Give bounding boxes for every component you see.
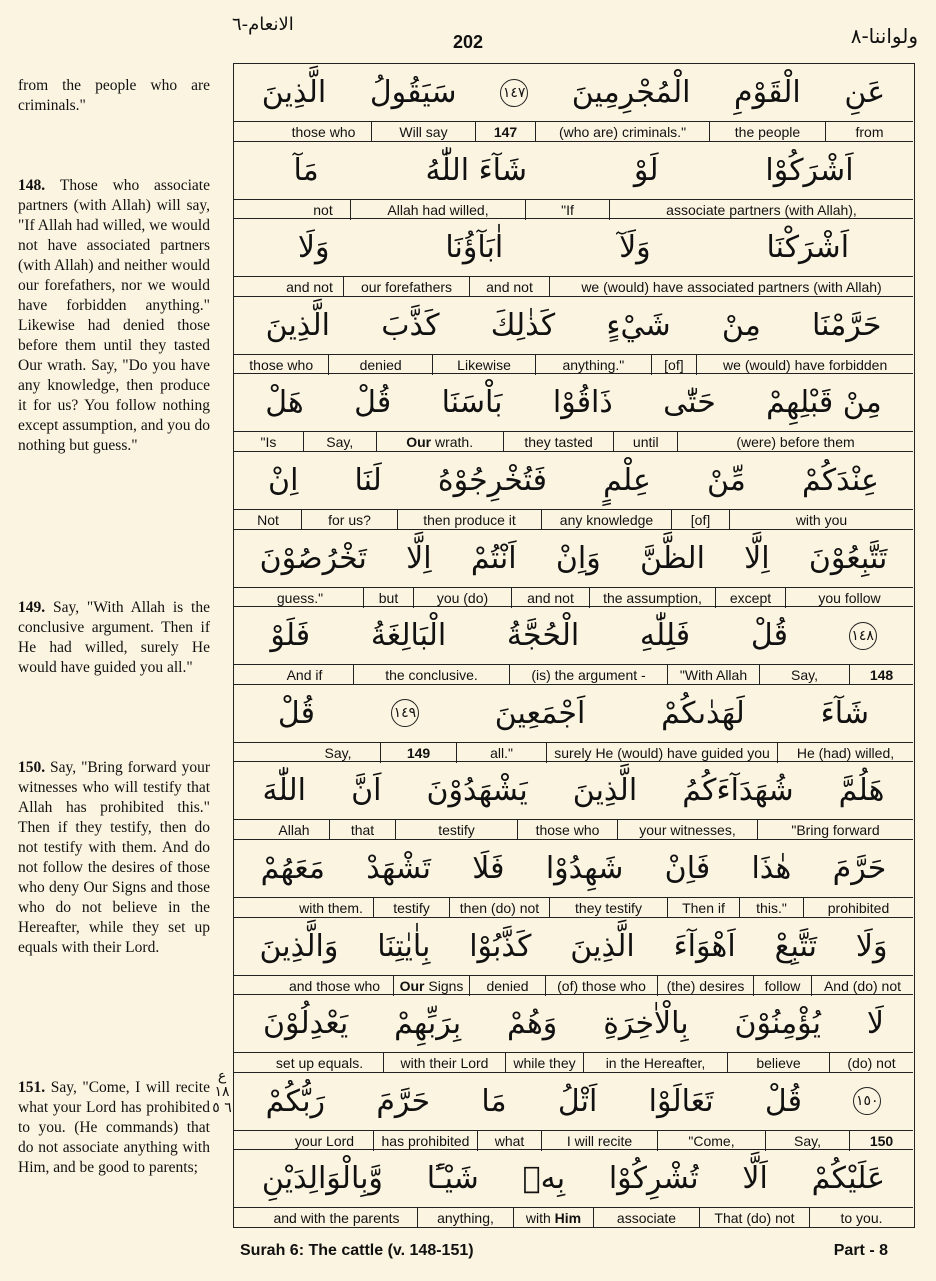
- arabic-word: شَهِدُوْا: [545, 851, 624, 886]
- arabic-word: وَلَآ: [619, 230, 651, 266]
- arabic-word: تُشْرِكُوْا: [608, 1161, 699, 1197]
- gloss-cell: they tasted: [503, 432, 614, 452]
- gloss-cell: Say,: [324, 744, 352, 761]
- gloss-cell: has prohibited: [373, 1131, 477, 1151]
- arabic-word: اَنَّ: [351, 773, 382, 809]
- gloss-cell: what: [477, 1131, 541, 1151]
- gloss-cell: Say,: [759, 665, 849, 685]
- arabic-word: فَلِلّٰهِ: [639, 618, 691, 654]
- arabic-word: الَّذِينَ: [265, 307, 331, 343]
- arabic-line: [234, 142, 913, 199]
- verse-row: [234, 374, 913, 452]
- arabic-word: قُلْ: [277, 695, 315, 731]
- arabic-word: كَذَّبَ: [381, 307, 440, 343]
- arabic-word: اَلَّا: [742, 1161, 768, 1197]
- gloss-cell: follow: [753, 976, 811, 996]
- arabic-word: شَآءَ اللّٰهُ: [425, 152, 527, 188]
- arabic-word: اَجْمَعِينَ: [494, 695, 586, 731]
- translation-paragraph: [18, 1078, 210, 1178]
- gloss-cell: except: [715, 588, 785, 608]
- ayah-number-marker: ١٤٩: [391, 699, 419, 727]
- arabic-line: [234, 219, 913, 276]
- arabic-word: حَرَّمَ: [376, 1083, 431, 1119]
- arabic-word: لَوْ: [633, 152, 659, 188]
- arabic-word: رَبُّكُمْ: [265, 1083, 326, 1119]
- arabic-word: يَعْدِلُوْنَ: [262, 1006, 349, 1042]
- gloss-cell: and those who: [288, 977, 381, 994]
- arabic-line: [234, 374, 913, 431]
- gloss-cell: Will say: [371, 122, 475, 142]
- arabic-word: وَلَا: [855, 928, 888, 964]
- gloss-cell: "Bring forward: [757, 820, 913, 840]
- translation-text: Say, "Bring forward your witnesses who will testify that Allah has prohibited this." Then if they testify, then do not testify with them. And do not follow the desires of those who deny Our Signs and those who do not believe in the Hereafter, while they set up equals with their Lord.: [18, 759, 210, 956]
- english-gloss-line: [234, 819, 913, 840]
- english-gloss-line: [234, 897, 913, 918]
- gloss-cell: those who: [249, 356, 314, 373]
- arabic-word: اَشْرَكُوْا: [765, 152, 854, 188]
- arabic-word: الْمُجْرِمِينَ: [571, 75, 691, 110]
- english-gloss-line: [234, 276, 913, 297]
- gloss-cell: not: [313, 201, 333, 218]
- english-gloss-line: [234, 1130, 913, 1151]
- gloss-cell: you follow: [785, 588, 913, 608]
- gloss-cell: [of]: [651, 355, 697, 375]
- english-gloss-line: [234, 431, 913, 452]
- verse-row: [234, 607, 913, 685]
- english-gloss-line: [234, 742, 913, 763]
- gloss-cell: this.": [739, 898, 803, 918]
- gloss-cell: from: [825, 122, 913, 142]
- gloss-cell: your witnesses,: [617, 820, 757, 840]
- verse-row: [234, 64, 913, 142]
- gloss-cell: Likewise: [432, 355, 535, 375]
- translation-text: Those who associate partners (with Allah) will say, "If Allah had willed, we would not have associated partners (with Allah) and neither would our forefathers, nor we would have forbidden anything." Likewise had denied those before them until they tasted Our wrath. Say, "Do you have any knowledge, then produce it for us? You follow nothing except assumption, and you do nothing but guess.": [18, 177, 210, 454]
- english-gloss-line: [234, 1052, 913, 1073]
- gloss-cell: that: [329, 820, 395, 840]
- arabic-word: كَذٰلِكَ: [490, 307, 556, 343]
- arabic-word: تَعَالَوْا: [648, 1083, 714, 1119]
- arabic-word: حَرَّمْنَا: [812, 307, 882, 343]
- verse-row: [234, 762, 913, 840]
- part-reference: ولواننا-٨: [850, 24, 918, 48]
- arabic-word: مِنْ قَبْلِهِمْ: [766, 385, 882, 421]
- ruku-marker: ع ١٨ ٦ ٥: [212, 1068, 232, 1116]
- gloss-cell: the people: [709, 122, 825, 142]
- ayah-number-marker: ١٤٧: [500, 79, 528, 107]
- gloss-cell: associate: [593, 1208, 699, 1228]
- gloss-cell: you (do): [413, 588, 511, 608]
- arabic-line: [234, 995, 913, 1052]
- arabic-word: قُلْ: [764, 1083, 802, 1119]
- gloss-cell: Say,: [765, 1131, 849, 1151]
- arabic-word: تَخْرُصُوْنَ: [259, 540, 367, 576]
- arabic-word: بِهٖ: [522, 1161, 566, 1197]
- gloss-cell: they testify: [549, 898, 667, 918]
- arabic-word: بَاْسَنَا: [441, 385, 503, 421]
- arabic-word: اَنْتُمْ: [470, 540, 517, 576]
- verse-row: [234, 452, 913, 530]
- arabic-word: لَنَا: [354, 463, 382, 498]
- arabic-word: قُلْ: [750, 618, 788, 654]
- gloss-cell: and with the parents: [273, 1210, 400, 1227]
- arabic-line: [234, 918, 913, 975]
- arabic-word: بِرَبِّهِمْ: [394, 1006, 462, 1042]
- translation-paragraph: [18, 758, 210, 958]
- gloss-cell: with Him: [513, 1208, 593, 1228]
- arabic-line: [234, 840, 913, 897]
- gloss-cell: those who: [517, 820, 617, 840]
- english-gloss-line: [234, 1207, 913, 1228]
- verse-number-cell: 148: [849, 665, 913, 685]
- gloss-cell: with their Lord: [383, 1053, 505, 1073]
- arabic-word: تَتَّبِعُوْنَ: [808, 540, 888, 576]
- gloss-cell: then produce it: [397, 510, 541, 530]
- translation-paragraph: [18, 598, 210, 678]
- ayah-number-marker: ١٥٠: [853, 1087, 881, 1115]
- word-by-word-grid: [233, 63, 915, 1228]
- arabic-word: ذَاقُوْا: [552, 385, 613, 421]
- arabic-word: وَاِنْ: [555, 540, 601, 576]
- gloss-cell: anything.": [535, 355, 650, 375]
- arabic-word: تَشْهَدْ: [366, 851, 431, 886]
- arabic-word: اَهْوَآءَ: [673, 928, 736, 964]
- gloss-cell: denied: [469, 976, 545, 996]
- gloss-cell: for us?: [301, 510, 397, 530]
- arabic-word: شُهَدَآءَكُمُ: [682, 773, 794, 809]
- gloss-cell: anything,: [417, 1208, 513, 1228]
- arabic-line: [234, 452, 913, 509]
- verse-number: 150.: [18, 759, 51, 776]
- gloss-cell: He (had) willed,: [777, 743, 913, 763]
- gloss-cell: Our Signs: [393, 976, 469, 996]
- gloss-cell: and not: [469, 277, 549, 297]
- gloss-cell: [of]: [671, 510, 729, 530]
- arabic-word: فَلَا: [472, 851, 505, 886]
- arabic-word: بِالْاٰخِرَةِ: [603, 1006, 689, 1042]
- gloss-cell: Our wrath.: [376, 432, 503, 452]
- arabic-word: لَهَدٰىكُمْ: [661, 695, 745, 731]
- arabic-word: الَّذِينَ: [572, 773, 638, 809]
- gloss-cell: Then if: [667, 898, 739, 918]
- arabic-word: الْبَالِغَةُ: [370, 618, 447, 654]
- arabic-word: عِلْمٍ: [603, 463, 651, 498]
- verse-row: [234, 142, 913, 220]
- verse-row: [234, 1150, 913, 1228]
- gloss-cell: the conclusive.: [353, 665, 509, 685]
- gloss-cell: with you: [729, 510, 913, 530]
- gloss-cell: (is) the argument -: [509, 665, 667, 685]
- gloss-cell: (the) desires: [657, 976, 753, 996]
- arabic-word: الَّذِينَ: [570, 928, 635, 964]
- verse-row: [234, 995, 913, 1073]
- arabic-word: فَتُخْرِجُوْهُ: [437, 463, 547, 498]
- arabic-word: هَلْ: [265, 385, 304, 421]
- arabic-word: الْقَوْمِ: [734, 75, 801, 110]
- translation-text: from the people who are criminals.": [18, 77, 210, 114]
- gloss-cell: and not: [511, 588, 589, 608]
- arabic-word: هَلُمَّ: [838, 773, 885, 809]
- arabic-word: فَاِنْ: [664, 851, 711, 886]
- arabic-line: [234, 1073, 913, 1130]
- english-gloss-line: [234, 121, 913, 142]
- arabic-word: تَتَّبِعْ: [774, 928, 817, 964]
- arabic-line: [234, 1150, 913, 1207]
- ayah-number-marker: ١٤٨: [849, 622, 877, 650]
- verse-row: [234, 918, 913, 996]
- arabic-word: اِنْ: [268, 463, 299, 498]
- verse-row: [234, 685, 913, 763]
- verse-row: [234, 219, 913, 297]
- arabic-line: [234, 297, 913, 354]
- gloss-cell: all.": [456, 743, 546, 763]
- arabic-word: وَّبِالْوَالِدَيْنِ: [261, 1161, 383, 1197]
- gloss-cell: any knowledge: [541, 510, 671, 530]
- english-gloss-line: [234, 199, 913, 220]
- arabic-word: يُؤْمِنُوْنَ: [734, 1006, 821, 1042]
- arabic-word: شَيْءٍ: [606, 307, 671, 343]
- verse-number-cell: 147: [475, 122, 535, 142]
- gloss-cell: (of) those who: [545, 976, 657, 996]
- english-gloss-line: [234, 587, 913, 608]
- english-gloss-line: [234, 975, 913, 996]
- arabic-word: اِلَّا: [406, 540, 432, 576]
- translation-paragraph: [18, 76, 210, 116]
- gloss-cell: (were) before them: [677, 432, 913, 452]
- verse-number-cell: 150: [849, 1131, 913, 1151]
- arabic-word: وَالَّذِينَ: [259, 928, 339, 964]
- gloss-cell: (who are) criminals.": [535, 122, 709, 142]
- verse-row: [234, 840, 913, 918]
- arabic-word: عَلَيْكُمْ: [811, 1161, 886, 1197]
- arabic-word: مَا: [481, 1083, 507, 1119]
- arabic-word: اَتْلُ: [557, 1083, 598, 1119]
- arabic-word: قُلْ: [354, 385, 392, 421]
- gloss-cell: those who: [291, 124, 356, 140]
- arabic-line: [234, 762, 913, 819]
- gloss-cell: we (would) have forbidden: [696, 355, 913, 375]
- gloss-cell: And if: [286, 667, 323, 684]
- gloss-cell: until: [613, 432, 677, 452]
- verse-row: [234, 1073, 913, 1151]
- gloss-cell: "With Allah: [667, 665, 759, 685]
- arabic-word: وَهُمْ: [507, 1006, 558, 1042]
- gloss-cell: "Is: [260, 434, 277, 451]
- arabic-word: مِّنْ: [706, 463, 746, 498]
- arabic-word: مِنْ: [721, 307, 761, 343]
- arabic-word: يَشْهَدُوْنَ: [426, 773, 528, 809]
- gloss-cell: "Come,: [657, 1131, 765, 1151]
- gloss-cell: testify: [395, 820, 517, 840]
- arabic-word: اٰبَآؤُنَا: [445, 230, 504, 266]
- verse-number-cell: 149: [380, 743, 456, 763]
- gloss-cell: guess.": [276, 589, 324, 606]
- gloss-cell: then (do) not: [449, 898, 549, 918]
- arabic-word: عَنِ: [844, 75, 886, 110]
- arabic-word: الظَّنَّ: [639, 540, 705, 576]
- arabic-word: الْحُجَّةُ: [506, 618, 580, 654]
- arabic-word: مَآ: [293, 152, 319, 188]
- arabic-word: فَلَوْ: [270, 618, 311, 654]
- gloss-cell: with them.: [299, 900, 363, 916]
- gloss-cell: prohibited: [803, 898, 913, 918]
- verse-number: 148.: [18, 177, 60, 194]
- gloss-cell: but: [363, 588, 413, 608]
- arabic-line: [234, 64, 913, 121]
- gloss-cell: we (would) have associated partners (with Allah): [549, 277, 913, 297]
- arabic-word: مَعَهُمْ: [260, 851, 325, 886]
- arabic-word: اللّٰهَ: [262, 773, 307, 809]
- arabic-word: الَّذِينَ: [261, 75, 327, 110]
- gloss-cell: Say,: [303, 432, 376, 452]
- verse-number: 149.: [18, 599, 53, 616]
- gloss-cell: surely He (would) have guided you: [546, 743, 777, 763]
- arabic-word: اَشْرَكْنَا: [766, 230, 850, 266]
- gloss-cell: our forefathers: [343, 277, 469, 297]
- translation-paragraph: [18, 176, 210, 456]
- arabic-word: شَآءَ: [820, 695, 870, 731]
- gloss-cell: Allah had willed,: [350, 200, 525, 220]
- gloss-cell: while they: [505, 1053, 583, 1073]
- arabic-word: حَتّٰى: [663, 385, 716, 421]
- arabic-word: اِلَّا: [744, 540, 770, 576]
- surah-reference: الانعام-٦: [232, 14, 294, 35]
- gloss-cell: and not: [286, 279, 333, 296]
- gloss-cell: set up equals.: [275, 1055, 364, 1072]
- gloss-cell: believe: [727, 1053, 829, 1073]
- arabic-word: حَرَّمَ: [832, 851, 887, 886]
- arabic-word: لَا: [866, 1006, 884, 1042]
- arabic-word: بِاٰيٰتِنَا: [377, 928, 431, 964]
- gloss-cell: testify: [373, 898, 449, 918]
- arabic-line: [234, 685, 913, 742]
- gloss-cell: associate partners (with Allah),: [609, 200, 913, 220]
- footer-part: Part - 8: [833, 1242, 888, 1259]
- verse-row: [234, 297, 913, 375]
- arabic-word: شَيْـًٔا: [426, 1161, 479, 1197]
- gloss-cell: Not: [257, 512, 279, 528]
- gloss-cell: "If: [525, 200, 609, 220]
- gloss-cell: I will recite: [541, 1131, 657, 1151]
- gloss-cell: Allah: [278, 822, 310, 839]
- english-gloss-line: [234, 664, 913, 685]
- english-gloss-line: [234, 354, 913, 375]
- arabic-word: سَيَقُولُ: [369, 75, 457, 110]
- footer-surah-info: Surah 6: The cattle (v. 148-151): [240, 1242, 474, 1259]
- gloss-cell: That (do) not: [699, 1208, 809, 1228]
- page-number: 202: [452, 32, 484, 52]
- arabic-line: [234, 530, 913, 587]
- english-gloss-line: [234, 509, 913, 530]
- verse-number: 151.: [18, 1079, 51, 1096]
- arabic-word: عِنْدَكُمْ: [801, 463, 879, 498]
- verse-row: [234, 530, 913, 608]
- gloss-cell: to you.: [809, 1208, 913, 1228]
- gloss-cell: the assumption,: [589, 588, 715, 608]
- gloss-cell: your Lord: [294, 1132, 355, 1149]
- arabic-word: وَلَا: [297, 230, 330, 266]
- arabic-word: هٰذَا: [751, 851, 792, 886]
- gloss-cell: in the Hereafter,: [583, 1053, 727, 1073]
- gloss-cell: And (do) not: [811, 976, 913, 996]
- arabic-line: [234, 607, 913, 664]
- translation-text: Say, "Come, I will recite what your Lord has prohibited to you. (He commands) that do not associate anything with Him, and be good to parents;: [18, 1079, 210, 1176]
- gloss-cell: denied: [328, 355, 431, 375]
- arabic-word: كَذَّبُوْا: [469, 928, 532, 964]
- translation-text: Say, "With Allah is the conclusive argument. Then if He had willed, surely He would have guided you all.": [18, 599, 210, 676]
- gloss-cell: (do) not: [829, 1053, 913, 1073]
